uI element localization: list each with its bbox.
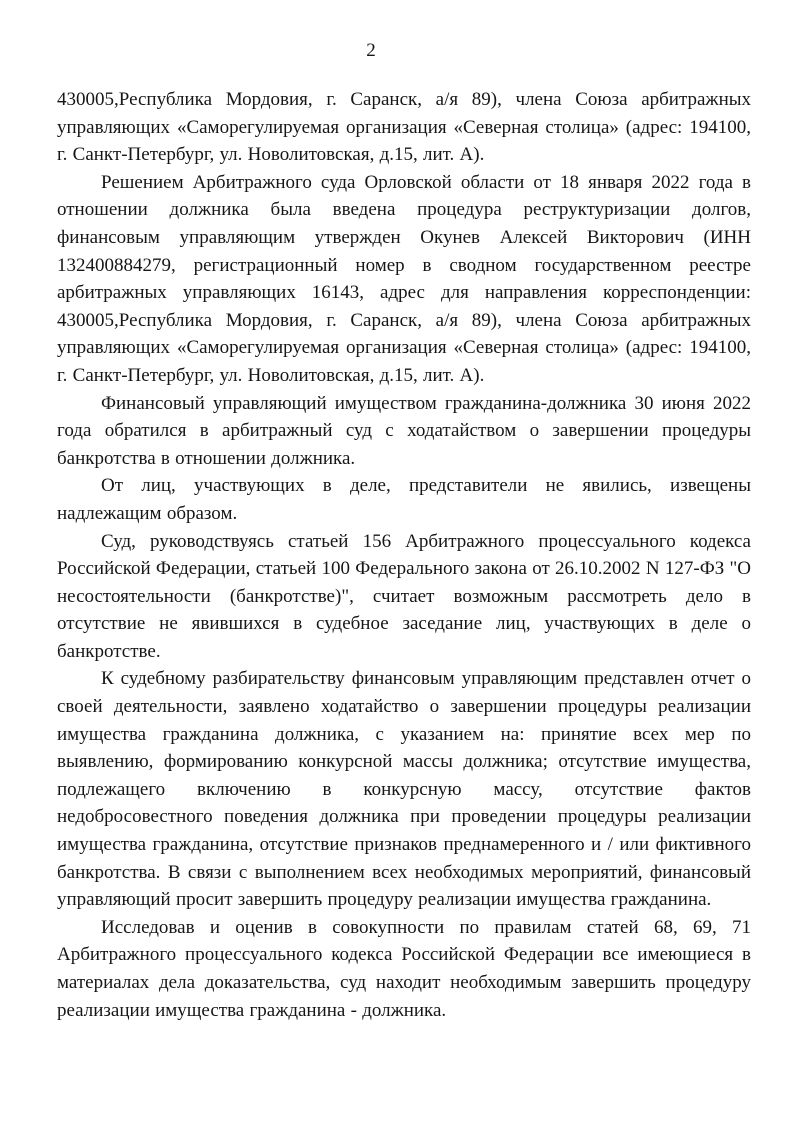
paragraph-court-decision: Решением Арбитражного суда Орловской области от 18 января 2022 года в отношении должника была введена процедура реструктуризации долгов, финансовым управляющим утвержден Окунев Алексей Викторович (ИНН 132400884279, регистрационный номер в сводном государственном реестре арбитражных управляющих 16143, адрес для направления корреспонденции: 430005,Республика Мордовия, г. Саранск, а/я 89), члена Союза арбитражных управляющих «Саморегулируемая организация «Северная столица» (адрес: 194100, г. Санкт-Петербург, ул. Новолитовская, д.15, лит. А).	[57, 171, 751, 386]
paragraph-court-article-156: Суд, руководствуясь статьей 156 Арбитражного процессуального кодекса Российской Федерации, статьей 100 Федерального закона от 26.10.2002 N 127-ФЗ "О несостоятельности (банкротстве)", считает возможным рассмотреть дело в отсутствие не явившихся в судебное заседание лиц, участвующих в деле о банкротстве.	[57, 530, 751, 662]
paragraph-court-conclusion: Исследовав и оценив в совокупности по правилам статей 68, 69, 71 Арбитражного процессуального кодекса Российской Федерации все имеющиеся в материалах дела доказательства, суд находит необходимым завершить процедуру реализации имущества гражданина - должника.	[57, 916, 751, 1021]
paragraph-continuation: 430005,Республика Мордовия, г. Саранск, а/я 89), члена Союза арбитражных управляющих «Саморегулируемая организация «Северная столица» (адрес: 194100, г. Санкт-Петербург, ул. Новолитовская, д.15, лит. А).	[57, 89, 751, 166]
page-number: 2	[366, 40, 376, 61]
paragraph-manager-motion: Финансовый управляющий имуществом гражданина-должника 30 июня 2022 года обратился в арбитражный суд с ходатайством о завершении процедуры банкротства в отношении должника.	[57, 392, 751, 469]
document-body	[57, 86, 751, 1024]
paragraph-manager-report: К судебному разбирательству финансовым управляющим представлен отчет о своей деятельности, заявлено ходатайство о завершении процедуры реализации имущества гражданина должника, с указанием на: принятие всех мер по выявлению, формированию конкурсной массы должника; отсутствие имущества, подлежащего включению в конкурсную массу, отсутствие фактов недобросовестного поведения должника при проведении процедуры реализации имущества гражданина, отсутствие признаков преднамеренного и / или фиктивного банкротства. В связи с выполнением всех необходимых мероприятий, финансовый управляющий просит завершить процедуру реализации имущества гражданина.	[57, 668, 751, 911]
paragraph-parties-absent: От лиц, участвующих в деле, представители не явились, извещены надлежащим образом.	[57, 475, 751, 524]
